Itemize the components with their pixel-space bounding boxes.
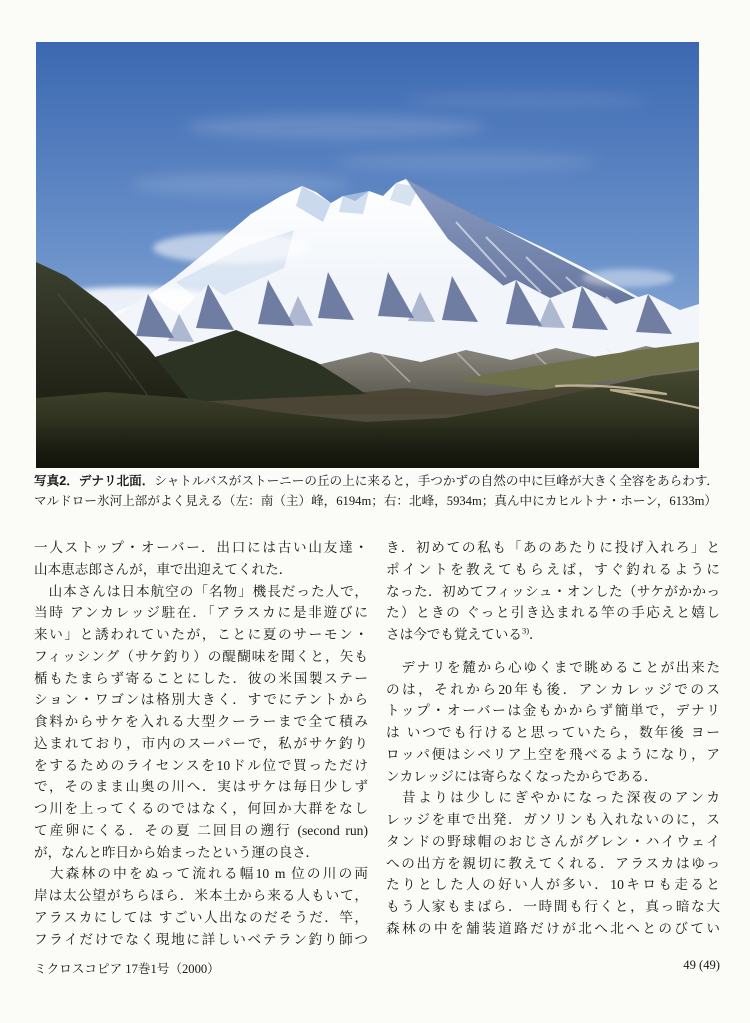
text-line: 込まれており，市内のスーパーで，私がサケ釣り [34, 735, 368, 751]
text-line: 昔よりは少しにぎやかになった深夜のアンカ [386, 790, 720, 806]
left-column [34, 537, 368, 950]
text-line: 山本恵志郎さんが，車で出迎えてくれた． [34, 561, 293, 577]
page-number: 49 (49) [683, 958, 720, 972]
denali-photo [36, 42, 699, 468]
text-line: ポイントを教えてもらえば，すぐ釣れるように [386, 561, 720, 577]
caption-label: 写真2．デナリ北面． [34, 474, 155, 488]
text-line: 当時 アンカレッジ駐在．「アラスカに是非遊びに [34, 605, 368, 621]
text-line: 食料からサケを入れる大型クーラーまで全て積み [34, 714, 368, 729]
text-line: アラスカにしては すごい人出なのだそうだ．竿， [34, 909, 368, 925]
text-line: て産卵にくる．その夏 二回目の遡行 (second run) [34, 822, 368, 838]
text-line: で，そのまま山奥の川へ．実はサケは毎日少しず [34, 779, 368, 795]
text-line: 大森林の中をぬって流れる幅10 m 位の川の両 [34, 866, 368, 882]
denali-photo-art [36, 42, 699, 468]
text-line: つ川を上ってくるのではなく，何回か大群をなし [34, 801, 368, 816]
right-column [386, 537, 720, 950]
text-run: ． [529, 627, 543, 642]
text-line: たりとした人の好い人が多い．10キロも走ると [386, 877, 720, 893]
text-line: ロッパ便はシベリア上空を飛べるようになり，ア [386, 746, 720, 762]
journal-citation: ミクロスコピア 17巻1号（2000） [34, 962, 220, 976]
text-line: フライだけでなく現地に詳しいベテラン釣り師つ [34, 931, 368, 947]
text-line: 一人ストップ・オーバー．出口には古い山友達・ [34, 540, 368, 555]
text-line: き．初めての私も「あのあたりに投げ入れろ」と [386, 540, 720, 555]
text-line: ンカレッジには寄らなくなったからである． [386, 768, 658, 784]
page-footer [34, 958, 720, 977]
text-line: ション・ワゴンは格別大きく．すでにテントから [34, 692, 368, 708]
text-line: タンドの野球帽のおじさんがグレン・ハイウェイ [386, 833, 720, 849]
caption-line-2: マルドロー氷河上部がよく見える（左：南（主）峰，6194m；右：北峰，5934m；真ん中にカヒルトナ・ホーン，6133m） [34, 493, 718, 508]
footnote-marker: 3) [521, 625, 530, 636]
text-line: をするためのライセンスを10ドル位で買っただけ [34, 757, 368, 773]
text-line: た）ときの ぐっと引き込まれる竿の手応えと嬉し [386, 605, 720, 621]
text-line [386, 624, 720, 646]
caption-text-1: シャトルバスがストーニーの丘の上に来ると，手つかずの自然の中に巨峰が大きく全容をあらわす． [154, 474, 719, 488]
text-line: レッジを車で出発．ガソリンも入れないのに，ス [386, 812, 720, 827]
text-line: 来い」と誘われていたが，ことに夏のサーモン・ [34, 627, 368, 642]
text-line: への出方を親切に教えてくれる．アラスカはゆっ [386, 855, 720, 871]
text-line: 岸は太公望がちらほら．米本土から来る人もいて， [34, 888, 368, 903]
text-line: が，なんと昨日から始まったという運の良さ． [34, 844, 319, 860]
text-line: もう人家もまばら．一時間も行くと，真っ暗な大 [386, 899, 720, 914]
text-line: 森林の中を舗装道路だけが北へ北へとのびてい [386, 920, 720, 936]
text-line: トップ・オーバーは金もかからず簡単で，デナリ [386, 703, 720, 719]
text-line: デナリを麓から心ゆくまで眺めることが出来た [386, 659, 720, 675]
photo-caption [34, 472, 720, 511]
text-line: 楯もたまらず寄ることにした．彼の米国製ステー [34, 670, 368, 686]
paragraph-space [386, 646, 720, 657]
text-run: さは今でも覚えている [386, 627, 522, 642]
text-line: フィッシング（サケ釣り）の醍醐味を聞くと，矢も [34, 648, 368, 664]
text-line: なった．初めてフィッシュ・オンした（サケがかかっ [386, 583, 720, 599]
text-line: は いつでも行けると思っていたら，数年後 ヨー [386, 725, 720, 740]
text-line: のは，それから20年も後．アンカレッジでのス [386, 681, 720, 697]
caption-line-1 [34, 472, 720, 492]
body-text [34, 537, 720, 950]
text-line: 山本さんは日本航空の「名物」機長だった人で， [34, 583, 368, 599]
